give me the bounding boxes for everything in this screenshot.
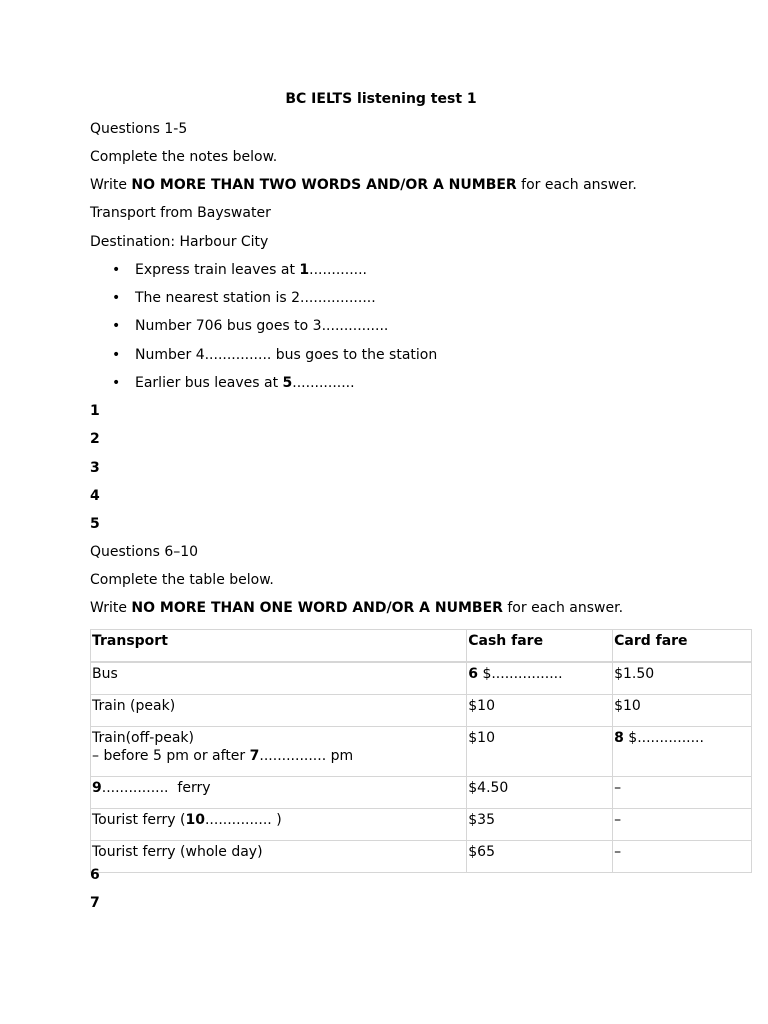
bullet-icon: • <box>112 290 121 306</box>
card-fare-cell: – <box>613 809 752 841</box>
card-fare-cell: 8 $............... <box>613 727 752 777</box>
transport-cell: Train (peak) <box>91 695 467 727</box>
fares-table <box>90 629 752 873</box>
answer-label-1: 1 <box>90 403 100 419</box>
card-fare-cell: – <box>613 777 752 809</box>
section-2-heading: Questions 6–10 <box>90 544 199 560</box>
header-card-fare: Card fare <box>613 630 752 663</box>
answer-label-2: 2 <box>90 431 100 447</box>
table-row <box>91 727 752 777</box>
transport-cell: Tourist ferry (whole day) <box>91 841 467 873</box>
cash-fare-cell: 6 $................ <box>467 662 613 695</box>
cash-fare-cell: $35 <box>467 809 613 841</box>
cash-fare-cell: $65 <box>467 841 613 873</box>
header-transport: Transport <box>91 630 467 663</box>
answer-label-4: 4 <box>90 488 100 504</box>
cash-fare-cell: $10 <box>467 695 613 727</box>
answer-label-3: 3 <box>90 460 100 476</box>
table-row <box>91 841 752 873</box>
table-row <box>91 662 752 695</box>
table-header-row <box>91 630 752 663</box>
transport-cell: 9............... ferry <box>91 777 467 809</box>
section-1-heading: Questions 1-5 <box>90 121 188 137</box>
answer-label-7: 7 <box>90 895 100 911</box>
page-title: BC IELTS listening test 1 <box>285 91 477 107</box>
card-fare-cell: – <box>613 841 752 873</box>
notes-title: Transport from Bayswater <box>90 205 271 221</box>
answer-label-6: 6 <box>90 867 100 883</box>
section-1-instruction: Complete the notes below. <box>90 149 278 165</box>
bullet-icon: • <box>112 318 121 334</box>
table-row <box>91 777 752 809</box>
bullet-icon: • <box>112 347 121 363</box>
transport-cell: Train(off-peak) – before 5 pm or after 7............... pm <box>91 727 467 777</box>
destination-line: Destination: Harbour City <box>90 234 269 250</box>
section-2-instruction: Complete the table below. <box>90 572 274 588</box>
transport-cell: Bus <box>91 662 467 695</box>
section-1-word-limit: Write NO MORE THAN TWO WORDS AND/OR A NUMBER for each answer. <box>90 177 637 193</box>
cash-fare-cell: $4.50 <box>467 777 613 809</box>
cash-fare-cell: $10 <box>467 727 613 777</box>
answer-label-5: 5 <box>90 516 100 532</box>
card-fare-cell: $10 <box>613 695 752 727</box>
bullet-icon: • <box>112 375 121 391</box>
bullet-icon: • <box>112 262 121 278</box>
table-row <box>91 809 752 841</box>
header-cash-fare: Cash fare <box>467 630 613 663</box>
card-fare-cell: $1.50 <box>613 662 752 695</box>
table-row <box>91 695 752 727</box>
section-2-word-limit: Write NO MORE THAN ONE WORD AND/OR A NUMBER for each answer. <box>90 600 624 616</box>
transport-cell: Tourist ferry (10............... ) <box>91 809 467 841</box>
